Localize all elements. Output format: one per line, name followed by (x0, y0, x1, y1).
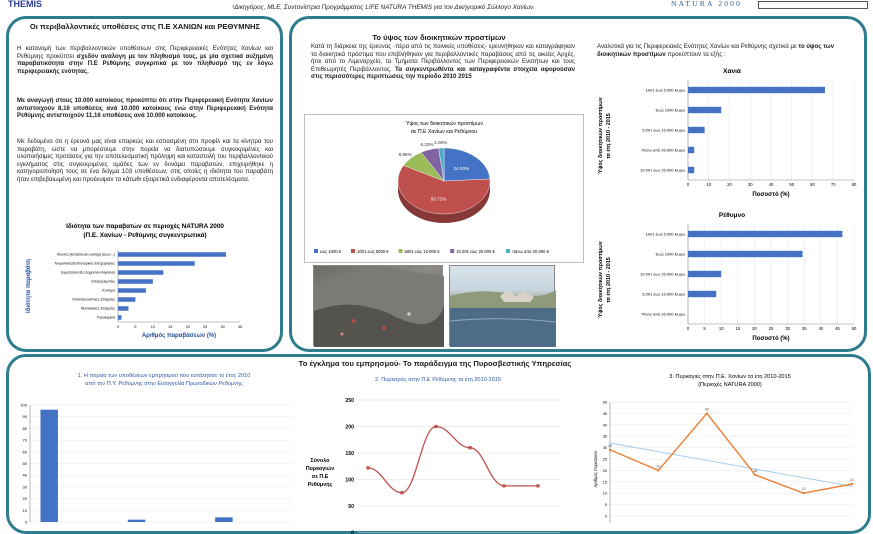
y-tick-label: 0 (351, 531, 354, 534)
photo-polluted-shore (313, 265, 443, 346)
y-axis-label: σε Π.Ε (312, 474, 329, 480)
x-axis-label: Ποσοστό (%) (752, 192, 789, 198)
chart-subtitle: (Π.Ε. Χανίων - Ρεθύμνης συγκεντρωτικά) (83, 232, 206, 239)
panel2-right-text (597, 43, 857, 58)
y-axis-label: Ρεθύμνης (308, 482, 333, 488)
panel1-p1-bold: σχεδόν ανάλογη με τον πληθυσμό τους, με μία σχετικά αυξημένη παραβατικότητα στην Π.Ε Ρεθύμνης συγκριτικά με τον πληθυσμό της εν λόγω περιφερειακής ενότητας. (17, 53, 273, 75)
x-tick-label: 30 (785, 326, 790, 331)
x-tick-label: 20 (186, 325, 190, 329)
fine-bar (688, 291, 716, 297)
x-tick-label: 15 (168, 325, 172, 329)
pie-slice-label: 6.33% (420, 142, 433, 147)
legend-label: 10.001 εώς 20.000 € (456, 249, 495, 254)
arson-cases-chart (12, 369, 297, 523)
x-tick-label: 0 (117, 325, 119, 329)
offender-category-label: Επαγγελματίες (91, 280, 115, 284)
y-axis-label: Ύψος διοικητικών προστίμων (598, 97, 604, 175)
fine-category-label: 1001 έως 5.000 Ευρώ (646, 232, 685, 237)
y-tick-label: 150 (345, 451, 354, 457)
fires-point (754, 474, 756, 476)
offender-bar (118, 315, 121, 320)
x-tick-label: 30 (220, 325, 224, 329)
x-tick-label: 35 (802, 326, 807, 331)
x-tick-label: 35 (238, 325, 242, 329)
fires-series-line (368, 427, 538, 493)
legend-swatch (351, 249, 355, 253)
x-tick-label: 10 (706, 182, 711, 187)
arson-bar (40, 410, 57, 522)
offender-bar (118, 261, 195, 266)
y-tick-label: 50 (603, 401, 607, 405)
y-axis-label: Σύνολο (311, 458, 331, 464)
fires-point (657, 469, 659, 471)
fines-pie-chart (304, 114, 584, 264)
x-tick-label: 40 (769, 182, 774, 187)
fires-point (468, 446, 471, 449)
y-tick-label: 60 (23, 449, 28, 454)
legend-swatch (314, 249, 318, 253)
offender-category-label: Τουριστικές/Εστιατορικές Επιχειρήσεις (54, 262, 115, 266)
fires-point (434, 425, 437, 428)
fine-category-label: 1001 έως 5.000 Ευρώ (646, 88, 685, 93)
offender-bar (118, 297, 135, 302)
y-tick-label: 0 (25, 520, 28, 525)
chania-bars (598, 80, 857, 198)
y-tick-label: 30 (603, 446, 607, 450)
x-tick-label: 60 (810, 182, 815, 187)
y-tick-label: 50 (23, 461, 28, 466)
x-tick-label: 45 (835, 326, 840, 331)
y-tick-label: 80 (23, 426, 28, 431)
fine-bar (688, 251, 803, 257)
y-tick-label: 45 (603, 412, 607, 416)
x-tick-label: 20 (752, 326, 757, 331)
arson-chart-subtitle: από την Π.Υ. Ρεθύμνης στην Εισαγγελία Πρωτοδικών Ρεθύμνης (85, 380, 243, 387)
x-tick-label: 50 (852, 326, 857, 331)
data-label: 45 (705, 407, 709, 411)
fine-bar (688, 147, 694, 153)
y-tick-label: 25 (603, 458, 607, 462)
fine-bar (688, 167, 694, 173)
fires-point (366, 466, 369, 469)
natura-logo: NATURA 2000 (671, 0, 742, 8)
sponsor-box (758, 1, 868, 9)
fires-point (400, 491, 403, 494)
legend-swatch (506, 249, 510, 253)
fine-category-label: Πάνω από 20.000 Ευρώ (642, 148, 685, 153)
x-tick-label: 30 (748, 182, 753, 187)
x-tick-label: 80 (852, 182, 857, 187)
y-tick-label: 35 (603, 435, 607, 439)
x-tick-label: 25 (203, 325, 207, 329)
offender-category-label: Ναυτιλιακές Εταιρείες (81, 307, 115, 311)
panel1-title: Οι περιβαλλοντικές υποθέσεις στις Π.Ε ΧΑΝΙΩΝ και ΡΕΘΥΜΝΗΣ (24, 22, 266, 31)
y-tick-label: 70 (23, 438, 28, 443)
offender-category-label: Κυνηγοί (102, 289, 115, 293)
chania-fires-subtitle: (Περιοχές NATURA 2000) (698, 381, 762, 388)
y-tick-label: 200 (345, 425, 354, 431)
photo-wetland-art (450, 266, 556, 347)
panel3-title: Το έγκλημα του εμπρησμού- Το παράδειγμα της Πυροσβεστικής Υπηρεσίας (200, 359, 670, 368)
y-tick-label: 10 (23, 508, 28, 513)
right-text-a: Αναλυτικά για τις Περιφερειακές Ενότητες Χανίων και Ρεθύμνης σχετικά με (597, 43, 798, 50)
fine-category-label: 10.001 έως 20.000 Ευρώ (640, 272, 685, 277)
fires-point (851, 483, 853, 485)
arson-chart-title: 1. Η πορεία των υποθέσεων εμπρησμού που εστάλησαν το έτος 2010 (78, 372, 251, 379)
fine-category-label: Έως 1000 Ευρώ (654, 252, 685, 257)
fine-bar (688, 107, 721, 113)
pie-slice-label: 8.86% (399, 152, 412, 157)
x-tick-label: 5 (134, 325, 136, 329)
rethymno-bars (598, 224, 857, 342)
panel2-text: Κατά τη διάρκεια της έρευνας -πέρα από τις ποινικές υποθέσεις- ερευνήθηκαν και καταγράφηκαν τα διοικητικά πρόστιμα που επιβλήθηκαν για περιβαλλοντικές παραβάσεις από τις οικείες Αρχές, ήτοι από το Λιμεναρχείο, τα Τμήματα Περιβάλλοντος των Περιφερειακών Ενοτήτων και τους Επιθεωρητές Περιβάλλοντος. (311, 43, 575, 73)
pie-slice-label: 1.90% (434, 140, 447, 145)
y-tick-label: 40 (603, 423, 607, 427)
y-axis-label: τα έτη 2010 - 2015 (606, 113, 612, 158)
chania-fires-chart (590, 369, 865, 523)
y-tick-label: 10 (603, 492, 607, 496)
pie-subtitle: σε Π.Ε Χανίων και Ρεθύμνου (411, 129, 477, 135)
x-tick-label: 50 (789, 182, 794, 187)
offender-category-label: Τυροκομεία (97, 316, 115, 320)
author-line: ¹Δικηγόρος, MLE, Συντονίστρια Προγράμματος LIFE NATURA THEMIS για τον Δικηγορικό Σύλλογο Χανίων. (232, 4, 652, 11)
offender-chart (14, 220, 276, 344)
rethymno-fires-line (306, 398, 560, 534)
panel1-p1-text: Η κατανομή των περιβαλλοντικών υποθέσεων στις Περιφερειακές Ενότητες Χανίων και Ρεθύμνης προκύπτει (17, 45, 273, 60)
legend-label: 1001 εώς 5000 € (357, 249, 389, 254)
legend-swatch (399, 249, 403, 253)
chania-fires-title: 3. Πυρκαγιές στην Π.Ε. Χανίων τα έτη 2010-2015 (669, 373, 791, 380)
fires-point (536, 484, 539, 487)
x-tick-label: 5 (703, 326, 706, 331)
y-tick-label: 100 (345, 478, 354, 484)
fine-bar (688, 271, 721, 277)
pie-slice-label: 24.00% (454, 166, 470, 171)
fires-series-line (610, 413, 852, 493)
legend-label: εώς 1000 € (320, 249, 342, 254)
panel2-paragraph (311, 43, 575, 81)
y-tick-label: 0 (605, 515, 607, 519)
arson-bars (20, 403, 292, 525)
legend-label: πάνω από 20.000 € (512, 249, 550, 254)
offender-bar (118, 306, 128, 311)
themis-logo: THEMIS (8, 0, 98, 8)
x-tick-label: 40 (818, 326, 823, 331)
fires-point (502, 484, 505, 487)
panel1-paragraph-1 (17, 45, 273, 75)
offender-bar (118, 279, 153, 284)
y-tick-label: 90 (23, 414, 28, 419)
data-label: 20 (656, 464, 660, 468)
fires-point (802, 492, 804, 494)
y-tick-label: 30 (23, 484, 28, 489)
fine-category-label: 5.001 έως 10.000 Ευρώ (642, 292, 685, 297)
fires-point (609, 449, 611, 451)
offender-bar (118, 288, 146, 293)
y-tick-label: 20 (603, 469, 607, 473)
fine-bar (688, 231, 842, 237)
panel1-paragraph-2: Με αναγωγή στους 10.000 κατοίκους προκύπτει ότι στην Περιφερειακή Ενότητα Χανίων αντιστοιχούν 8,16 υποθέσεις ανά 10.000 κατοίκους ενώ στην Περιφερειακή Ενότητα Ρεθύμνης αντιστοιχούν 11,16 υποθέσεις ανά 10.000 κατοίκους. (17, 97, 273, 120)
photo-wetland (449, 265, 555, 346)
offender-category-label: Κατασκευαστικές Εταιρείες (72, 298, 115, 302)
panel1-paragraph-3: Με δεδομένο ότι η έρευνά μας είναι επαρκώς και εστιασμένη στο προφίλ και τα κίνητρα του παραβάτη, ώστε να μπορέσουμε στην πορεία να διατυπώσουμε συγκεκριμένες και υλοποιήσιμες προτάσεις για την αποτελεσματική πρόληψη και καταστολή του περιβαλλοντικού εγκλήματος στις συγκεκριμένες ομάδες των εν δυνάμει παραβατών, επιχειρήθηκε η κατηγοριοποίησή τους σε ένα δείγμα 103 υποθέσεων, στις οποίες η ιδιότητα του παραβάτη ήταν επιβεβαιωμένη και προέκυψαν τα κάτωθι εξαιρετικά ενδιαφέροντα αποτελέσματα. (17, 138, 273, 184)
y-axis-label: Αριθμός πυρκαγιών (593, 451, 598, 488)
fires-point (706, 412, 708, 414)
fine-bar (688, 87, 825, 93)
pie-slice-label: 58.72% (431, 197, 447, 202)
rethymno-fires-chart (298, 369, 568, 523)
offender-category-label: Εκμεταλλευτές Δημόσιου Αιγιαλού (61, 271, 115, 275)
data-label: 10 (802, 487, 806, 491)
x-tick-label: 20 (727, 182, 732, 187)
data-label: 29 (608, 444, 612, 448)
offender-bar (118, 270, 163, 275)
x-tick-label: 25 (769, 326, 774, 331)
x-tick-label: 0 (687, 182, 690, 187)
panel2-title: Το ύψος των διοικητικών προστίμων (304, 33, 574, 42)
y-tick-label: 50 (348, 504, 354, 510)
rethymno-fires-title: 2. Πυρκαγιές στην Π.Ε Ρεθύμνης τα έτη 2010-2015 (375, 376, 501, 383)
rethymno-title: Ρέθυμνο (719, 212, 745, 219)
panel2-text-bold: Τα συγκεντρωθέντα και καταγραφέντα στοιχεία αφορούσαν στις περισσότερες περιπτώσεις την περίοδο 2010 2015 (311, 66, 575, 81)
arson-bar (128, 520, 145, 522)
fine-category-label: 10.001 έως 20.000 Ευρώ (640, 168, 685, 173)
chania-fires-line (593, 401, 854, 524)
right-text-b: το ύψος των διοικητικών προστίμων (597, 43, 834, 58)
fine-category-label: 5.001 έως 10.000 Ευρώ (642, 128, 685, 133)
legend-swatch (450, 249, 454, 253)
x-axis-label: Αριθμός παραβάσεων (%) (142, 333, 216, 339)
fine-bar (688, 127, 705, 133)
y-tick-label: 20 (23, 496, 28, 501)
y-tick-label: 40 (23, 473, 28, 478)
x-tick-label: 10 (151, 325, 155, 329)
y-axis-label: Ιδιότητα παραβάτη (26, 259, 32, 313)
y-tick-label: 5 (605, 503, 607, 507)
offender-category-label: Ιδιώτες (κατασκευές-κατοχή ζώων...) (57, 253, 115, 257)
y-tick-label: 250 (345, 398, 354, 404)
fine-category-label: Πάνω από 20.000 Ευρώ (642, 312, 685, 317)
x-tick-label: 70 (831, 182, 836, 187)
y-axis-label: τα έτη 2010 - 2015 (606, 257, 612, 302)
data-label: 14 (850, 478, 854, 482)
right-text-c: προκύπτουν τα εξής : (666, 51, 726, 58)
x-tick-label: 10 (719, 326, 724, 331)
offender-bar (118, 252, 226, 257)
x-tick-label: 0 (687, 326, 690, 331)
chania-title: Χανιά (723, 68, 741, 75)
x-axis-label: Ποσοστό (%) (752, 336, 789, 342)
y-tick-label: 15 (603, 480, 607, 484)
pie-title: Ύψος των διοικητικών προστίμων (405, 121, 483, 127)
x-tick-label: 15 (735, 326, 740, 331)
arson-bar (215, 517, 232, 522)
fines-bar-charts (592, 64, 862, 348)
y-axis-label: Ύψος διοικητικών προστίμων (598, 241, 604, 319)
fine-category-label: Έως 1000 Ευρώ (654, 108, 685, 113)
photo-polluted-shore-art (314, 266, 444, 347)
legend-label: 5001 εώς 10.000 € (405, 249, 441, 254)
offender-bars (26, 250, 242, 339)
y-tick-label: 100 (20, 403, 27, 408)
data-label: 18 (753, 469, 757, 473)
y-axis-label: Πυρκαγιών (306, 466, 335, 472)
chart-title: Ιδιότητα των παραβατών σε περιοχές NATURA 2000 (66, 223, 224, 230)
